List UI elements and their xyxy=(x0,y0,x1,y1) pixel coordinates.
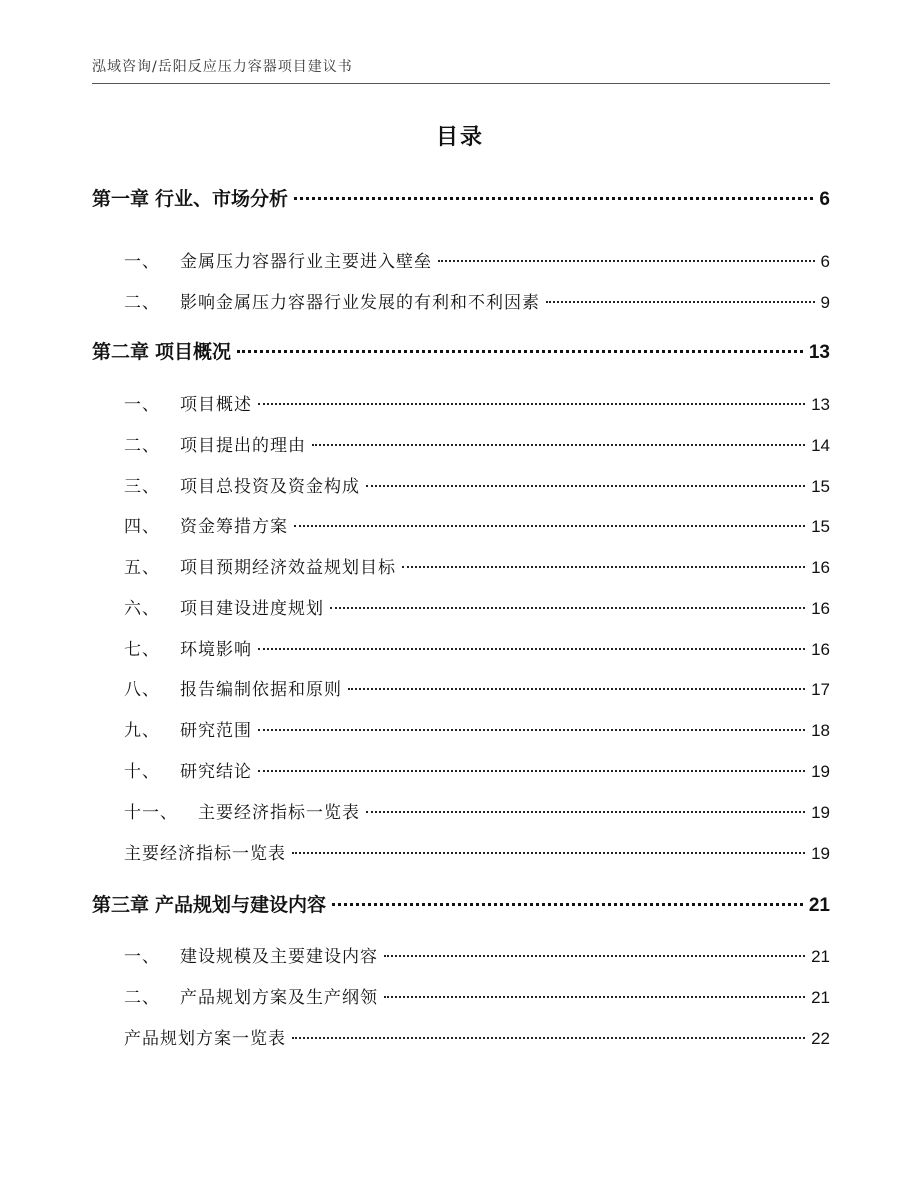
leader-dots xyxy=(294,197,813,200)
toc-entry[interactable] xyxy=(124,247,830,272)
toc-entry-text: 项目总投资及资金构成 xyxy=(180,477,360,497)
toc-entry-page: 19 xyxy=(811,762,830,781)
toc-entry-number: 一、 xyxy=(124,395,160,415)
toc-entry[interactable] xyxy=(124,839,830,864)
leader-dots xyxy=(332,903,803,906)
toc-entry-page: 15 xyxy=(811,477,830,496)
toc-entry-text: 项目建设进度规划 xyxy=(180,599,324,619)
leader-dots xyxy=(312,444,805,446)
toc-entry-page: 16 xyxy=(811,558,830,577)
toc-entry-number: 七、 xyxy=(124,640,160,660)
toc-entry-page: 21 xyxy=(811,947,830,966)
toc-entry-number: 十、 xyxy=(124,762,160,782)
toc-entry-page: 6 xyxy=(819,189,830,210)
toc-entry-page: 21 xyxy=(811,988,830,1007)
toc-entry-text: 主要经济指标一览表 xyxy=(198,803,360,823)
toc-entry[interactable] xyxy=(124,512,830,537)
toc-entry-number: 十一、 xyxy=(124,803,178,823)
toc-entry[interactable] xyxy=(124,431,830,456)
toc-entry-page: 18 xyxy=(811,721,830,740)
toc-entry-page: 6 xyxy=(820,252,830,271)
toc-entry-chapter-2[interactable] xyxy=(92,337,830,364)
toc-entry[interactable] xyxy=(124,553,830,578)
toc-entry-text: 资金筹措方案 xyxy=(180,517,288,537)
toc-entry-number: 四、 xyxy=(124,517,160,537)
toc-entry-number: 第一章 xyxy=(92,188,150,210)
toc-entry-text: 报告编制依据和原则 xyxy=(180,680,342,700)
toc-entry[interactable] xyxy=(124,757,830,782)
leader-dots xyxy=(292,852,805,854)
toc-entry-number: 六、 xyxy=(124,599,160,619)
toc-entry[interactable] xyxy=(124,472,830,497)
toc-entry-page: 16 xyxy=(811,640,830,659)
toc-entry[interactable] xyxy=(124,942,830,967)
toc-entry-text: 产品规划方案及生产纲领 xyxy=(180,988,378,1008)
leader-dots xyxy=(384,955,805,957)
toc-entry-text: 环境影响 xyxy=(180,640,252,660)
toc-entry-number: 第三章 xyxy=(92,894,150,916)
leader-dots xyxy=(438,260,815,262)
running-header: 泓域咨询/岳阳反应压力容器项目建议书 xyxy=(92,59,353,75)
toc-entry-page: 17 xyxy=(811,680,830,699)
toc-entry-number: 九、 xyxy=(124,721,160,741)
toc-entry-text: 影响金属压力容器行业发展的有利和不利因素 xyxy=(180,293,540,313)
toc-entry-page: 16 xyxy=(811,599,830,618)
leader-dots xyxy=(366,485,805,487)
toc-entry-number: 二、 xyxy=(124,436,160,456)
leader-dots xyxy=(348,688,805,690)
toc-entry-page: 13 xyxy=(808,342,830,363)
toc-entry-text: 金属压力容器行业主要进入壁垒 xyxy=(180,252,432,272)
toc-entry-text: 项目概述 xyxy=(180,395,252,415)
leader-dots xyxy=(294,525,805,527)
toc-entry-page: 21 xyxy=(808,895,830,916)
toc-entry[interactable] xyxy=(124,1024,830,1049)
toc-entry-number: 一、 xyxy=(124,252,160,272)
toc-entry[interactable] xyxy=(124,594,830,619)
leader-dots xyxy=(258,729,805,731)
leader-dots xyxy=(330,607,805,609)
toc-entry[interactable] xyxy=(124,798,830,823)
toc-entry-number: 三、 xyxy=(124,477,160,497)
toc-entry-text: 主要经济指标一览表 xyxy=(124,844,286,864)
leader-dots xyxy=(366,811,805,813)
toc-entry[interactable] xyxy=(124,716,830,741)
toc-entry-text: 产品规划方案一览表 xyxy=(124,1029,286,1049)
toc-entry-chapter-1[interactable] xyxy=(92,184,830,211)
leader-dots xyxy=(258,770,805,772)
toc-entry-number: 一、 xyxy=(124,947,160,967)
toc-entry-text: 项目预期经济效益规划目标 xyxy=(180,558,396,578)
leader-dots xyxy=(292,1037,805,1039)
toc-entry-chapter-3[interactable] xyxy=(92,890,830,917)
leader-dots xyxy=(258,648,805,650)
leader-dots xyxy=(402,566,805,568)
toc-entry-page: 19 xyxy=(811,803,830,822)
toc-entry-number: 二、 xyxy=(124,293,160,313)
toc-entry-text: 研究结论 xyxy=(180,762,252,782)
toc-entry-text: 项目提出的理由 xyxy=(180,436,306,456)
leader-dots xyxy=(384,996,805,998)
toc-entry-number: 二、 xyxy=(124,988,160,1008)
toc-entry-number: 五、 xyxy=(124,558,160,578)
toc-entry-page: 13 xyxy=(811,395,830,414)
toc-entry-number: 第二章 xyxy=(92,341,150,363)
leader-dots xyxy=(546,301,815,303)
toc-entry[interactable] xyxy=(124,983,830,1008)
toc-entry[interactable] xyxy=(124,390,830,415)
toc-entry[interactable] xyxy=(124,675,830,700)
leader-dots xyxy=(237,350,803,353)
toc-title: 目录 xyxy=(435,125,484,150)
toc-entry-text: 行业、市场分析 xyxy=(155,188,289,210)
toc-entry-page: 9 xyxy=(820,293,830,312)
toc-entry[interactable] xyxy=(124,288,830,313)
toc-entry-text: 研究范围 xyxy=(180,721,252,741)
toc-entry-page: 15 xyxy=(811,517,830,536)
toc-entry-number: 八、 xyxy=(124,680,160,700)
toc-entry-text: 建设规模及主要建设内容 xyxy=(180,947,378,967)
toc-entry-page: 22 xyxy=(811,1029,830,1048)
toc-entry-page: 14 xyxy=(811,436,830,455)
leader-dots xyxy=(258,403,805,405)
toc-entry-page: 19 xyxy=(811,844,830,863)
toc-entry-text: 项目概况 xyxy=(155,341,232,363)
toc-entry-text: 产品规划与建设内容 xyxy=(155,894,327,916)
toc-entry[interactable] xyxy=(124,635,830,660)
